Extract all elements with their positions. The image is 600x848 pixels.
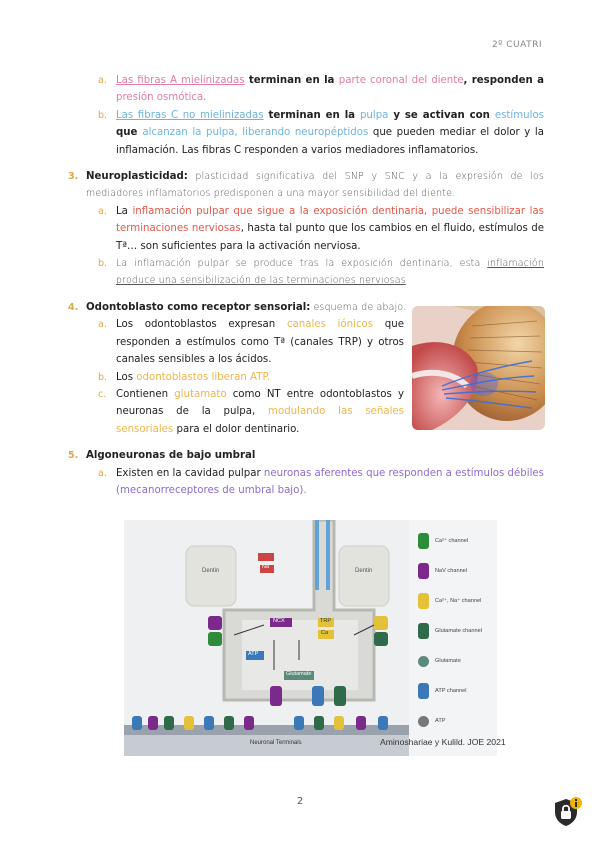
text-span: Contienen xyxy=(116,388,175,400)
list-item-4c xyxy=(98,386,404,438)
text-span: presión osmótica. xyxy=(116,92,207,104)
legend-swatch xyxy=(418,623,429,639)
text-span: inflamación pulpar que sigue a la exposición dentinaria, puede sensibilizar las terminaciones nerviosas xyxy=(116,205,544,235)
label-dentin-right: Dentin xyxy=(355,568,373,574)
list-item-4b xyxy=(98,369,404,386)
item-letter: b. xyxy=(98,371,108,383)
section-title: Odontoblasto como receptor sensorial: xyxy=(86,301,311,313)
label-ncx: NCX xyxy=(273,618,285,624)
legend-swatch xyxy=(418,656,429,667)
label-trp: TRP xyxy=(320,618,331,624)
label-atp: ATP xyxy=(248,651,259,657)
text-span: estímulos xyxy=(494,109,544,121)
legend-swatch xyxy=(418,593,429,609)
legend-item xyxy=(418,706,494,736)
legend-label: ATP channel xyxy=(435,688,467,694)
legend-item xyxy=(418,646,494,676)
text-span: esquema de abajo. xyxy=(310,301,407,313)
text-span: Las fibras A mielinizadas xyxy=(116,75,245,86)
list-item-4a xyxy=(98,316,404,368)
section-5 xyxy=(68,447,544,464)
page-number: 2 xyxy=(296,796,304,807)
text-span: alcanzan la pulpa, liberando neuropéptidos xyxy=(142,127,369,139)
text-span: pulpa xyxy=(359,109,389,121)
text-span: parte coronal del diente xyxy=(338,75,464,86)
legend-item xyxy=(418,526,494,556)
text-span: que xyxy=(116,127,143,139)
section-4 xyxy=(68,299,408,316)
item-letter: b. xyxy=(98,258,108,270)
item-letter: b. xyxy=(98,109,108,121)
text-span: La inflamación pulpar se produce tras la exposición dentinaria, esta xyxy=(116,258,488,270)
label-ca: Ca xyxy=(321,630,329,636)
section-number: 4. xyxy=(68,301,79,313)
legend-swatch xyxy=(418,563,429,579)
item-letter: a. xyxy=(98,205,107,217)
text-span: , hasta tal punto que los cambios en el fluido, estímulos de Tª… son suficientes para la activación nerviosa. xyxy=(116,223,544,252)
legend-swatch xyxy=(418,716,429,727)
figure-legend xyxy=(418,526,494,736)
tooth-photo xyxy=(412,306,545,430)
legend-item xyxy=(418,616,494,646)
list-item-2b xyxy=(98,107,544,159)
list-item-3a xyxy=(98,203,544,255)
text-span: como NT entre odontoblastos y neuronas de la pulpa, xyxy=(116,388,404,418)
legend-label: NaV channel xyxy=(435,568,468,574)
text-span: para el dolor dentinario. xyxy=(173,423,300,435)
text-span: y se activan con xyxy=(388,109,495,121)
label-nerve-terminals: Neuronal Terminals xyxy=(250,740,302,746)
list-item-3b xyxy=(98,255,544,290)
legend-label: Ca²⁺ channel xyxy=(435,538,469,544)
list-item-5a xyxy=(98,465,544,500)
header-label: 2º CUATRI xyxy=(491,40,542,50)
text-span: Existen en la cavidad pulpar xyxy=(116,467,264,479)
text-span: plasticidad significativa del SNP y SNC y a la expresión de los mediadores inflamatorios predisponen a una mayor sensibilidad del diente. xyxy=(86,171,544,200)
label-glutamate: Glutamate xyxy=(286,671,312,677)
legend-item xyxy=(418,676,494,706)
text-span: que responden a estímulos como Tª (canales TRP) y otros canales sensibles a los ácidos. xyxy=(116,319,404,366)
text-span: neuronas aferentes que responden a estímulos débiles (mecanorreceptores de umbral bajo). xyxy=(116,467,544,496)
text-span: modulando las señales sensoriales xyxy=(116,406,404,435)
section-title: Algoneuronas de bajo umbral xyxy=(86,450,256,462)
text-span: , responden a xyxy=(463,75,544,86)
text-span: canales iónicos xyxy=(286,319,374,331)
legend-swatch xyxy=(418,533,429,549)
text-span: odontoblastos liberan ATP. xyxy=(136,371,271,383)
section-title: Neuroplasticidad: xyxy=(86,171,188,183)
text-span: Las fibras C no mielinizadas xyxy=(116,109,264,121)
text-span: glutamato xyxy=(174,388,227,400)
item-letter: a. xyxy=(98,319,107,331)
text-span: La xyxy=(116,205,133,217)
figure-caption: Aminoshariae y Kulild. JOE 2021 xyxy=(380,737,506,747)
document-body xyxy=(68,72,544,499)
legend-swatch xyxy=(418,683,429,699)
label-dentin-left: Dentin xyxy=(202,568,220,574)
text-span: terminan en la xyxy=(263,109,360,121)
list-item-2a xyxy=(98,72,544,107)
legend-label: Glutamate xyxy=(435,658,461,664)
legend-label: Glutamate channel xyxy=(435,628,482,634)
legend-item xyxy=(418,556,494,586)
text-span: inflamación produce una sensibilización de las terminaciones nerviosas xyxy=(116,258,544,287)
item-letter: a. xyxy=(98,467,107,479)
text-span: Los odontoblastos expresan xyxy=(116,319,287,331)
item-letter: a. xyxy=(98,75,107,86)
item-letter: c. xyxy=(98,388,107,400)
text-span: terminan en la xyxy=(244,75,339,86)
odontoblast-figure xyxy=(124,520,497,756)
lock-info-icon[interactable] xyxy=(553,796,583,828)
text-span: que pueden mediar el dolor y la inflamación. Las fibras C responden a varios mediadores inflamatorios. xyxy=(116,127,544,156)
legend-label: Ca²⁺, Na⁺ channel xyxy=(435,598,482,604)
legend-item xyxy=(418,586,494,616)
section-3 xyxy=(68,168,544,203)
section-number: 3. xyxy=(68,171,79,183)
label-na: Na xyxy=(262,564,270,570)
text-span: Los xyxy=(116,371,137,383)
section-number: 5. xyxy=(68,450,79,462)
legend-label: ATP xyxy=(435,718,446,724)
